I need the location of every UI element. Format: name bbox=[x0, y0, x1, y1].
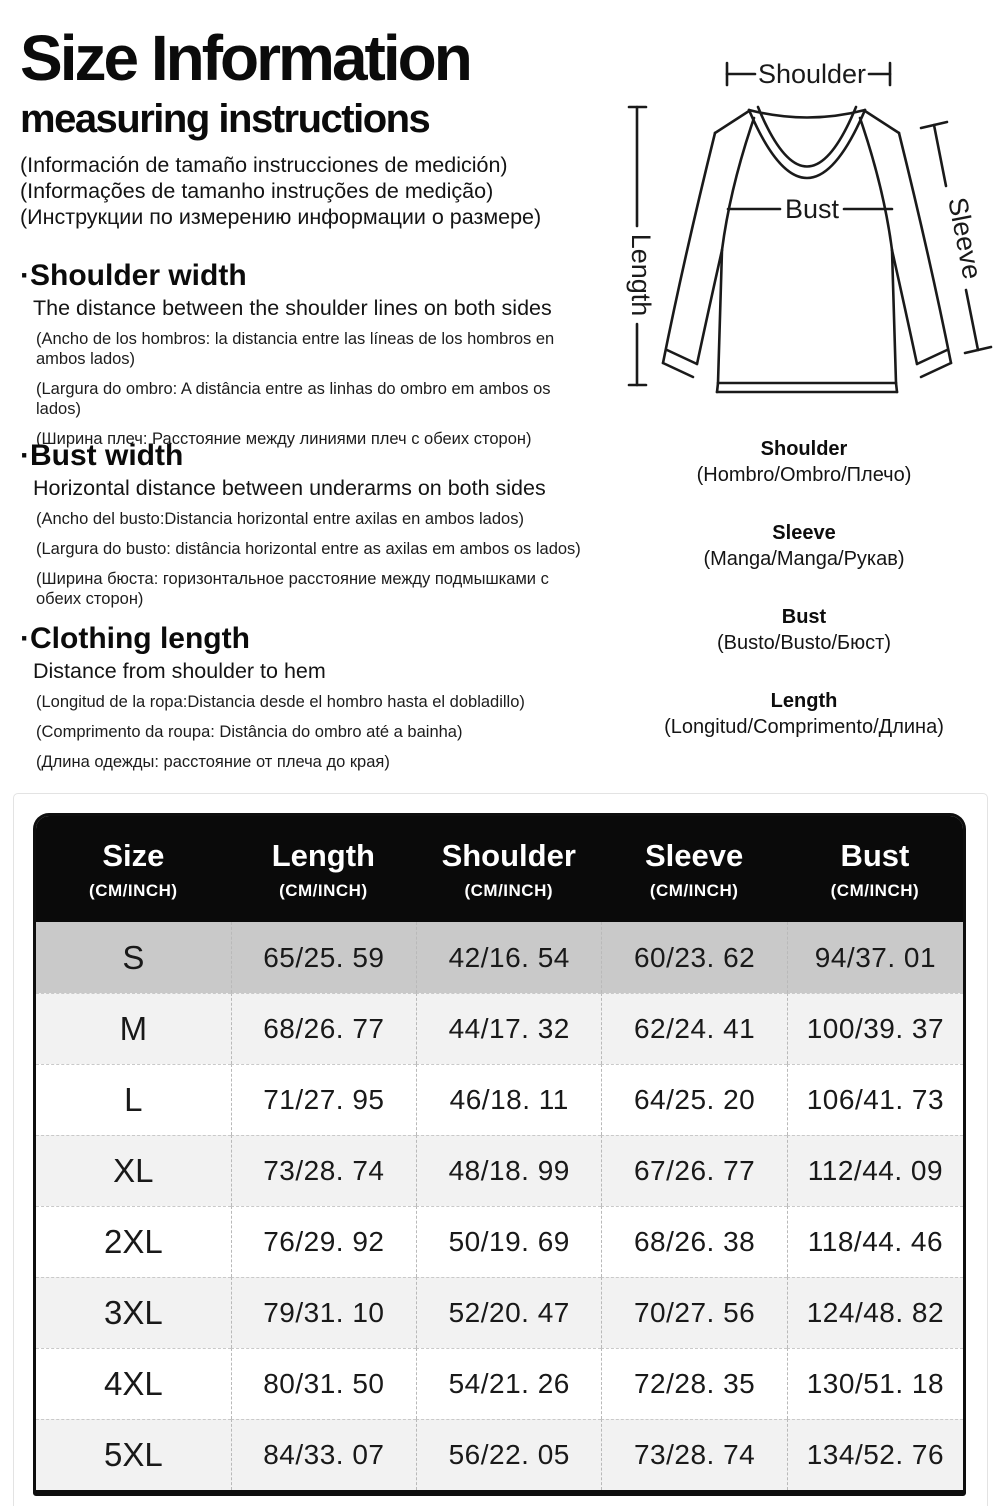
cell-size: 4XL bbox=[36, 1348, 231, 1419]
table-row-3xl bbox=[36, 1277, 963, 1348]
cell-length: 79/31. 10 bbox=[231, 1277, 416, 1348]
cell-shoulder: 52/20. 47 bbox=[416, 1277, 601, 1348]
section-clothing-length bbox=[20, 621, 640, 782]
legend-name: Length bbox=[770, 690, 838, 712]
cell-size: 3XL bbox=[36, 1277, 231, 1348]
section-shoulder-width-description: The distance between the shoulder lines on both sides bbox=[33, 296, 552, 320]
col-label: Length bbox=[271, 837, 375, 873]
size-table-container bbox=[13, 793, 988, 1506]
col-unit: (CM/INCH) bbox=[89, 880, 178, 900]
section-title-text: Clothing length bbox=[30, 622, 250, 655]
cell-shoulder: 50/19. 69 bbox=[416, 1206, 601, 1277]
diagram-bust-label: Bust bbox=[784, 194, 840, 224]
col-label: Bust bbox=[840, 837, 910, 873]
cell-size: XL bbox=[36, 1135, 231, 1206]
legend-shoulder bbox=[608, 437, 1000, 488]
cell-length: 76/29. 92 bbox=[231, 1206, 416, 1277]
tshirt-measure-diagram bbox=[608, 28, 1000, 430]
note-ru: (Ширина плеч: Расстояние между линиями плеч с обеих сторон) bbox=[36, 430, 532, 448]
section-bust-width-title bbox=[20, 438, 640, 474]
section-shoulder-width-title bbox=[20, 258, 640, 294]
table-row-l bbox=[36, 1064, 963, 1135]
table-row-xl bbox=[36, 1135, 963, 1206]
cell-bust: 134/52. 76 bbox=[787, 1419, 963, 1490]
cell-bust: 106/41. 73 bbox=[787, 1064, 963, 1135]
note-ru: (Ширина бюста: горизонтальное расстояние между подмышками с обеих сторон) bbox=[36, 570, 549, 608]
note-es: (Ancho del busto:Distancia horizontal entre axilas en ambos lados) bbox=[36, 510, 524, 528]
table-row-5xl bbox=[36, 1419, 963, 1490]
size-table-header bbox=[36, 816, 963, 922]
legend-translation: (Longitud/Comprimento/Длина) bbox=[664, 716, 944, 738]
note-es: (Ancho de los hombros: la distancia entre las líneas de los hombros en ambos lados) bbox=[36, 330, 555, 368]
section-bust-width-description: Horizontal distance between underarms on both sides bbox=[33, 476, 546, 500]
size-table bbox=[36, 816, 963, 1490]
note-pt: (Comprimento da roupa: Distância do ombro até a bainha) bbox=[36, 723, 463, 741]
col-label: Sleeve bbox=[645, 837, 744, 873]
table-row-s bbox=[36, 922, 963, 993]
section-clothing-length-title bbox=[20, 621, 640, 657]
intro-translation-ru: (Инструкции по измерению информации о размере) bbox=[20, 205, 542, 229]
section-shoulder-width bbox=[20, 258, 640, 459]
cell-shoulder: 48/18. 99 bbox=[416, 1135, 601, 1206]
section-clothing-length-description: Distance from shoulder to hem bbox=[33, 659, 326, 683]
note-pt: (Largura do ombro: A distância entre as linhas do ombro em ambos os lados) bbox=[36, 380, 551, 418]
col-header-shoulder bbox=[416, 816, 601, 922]
cell-shoulder: 44/17. 32 bbox=[416, 993, 601, 1064]
legend-name: Sleeve bbox=[772, 522, 836, 544]
section-clothing-length-notes bbox=[36, 692, 640, 772]
note-ru: (Длина одежды: расстояние от плеча до края) bbox=[36, 753, 390, 771]
cell-length: 84/33. 07 bbox=[231, 1419, 416, 1490]
legend-translation: (Hombro/Ombro/Плечо) bbox=[696, 464, 912, 486]
cell-length: 68/26. 77 bbox=[231, 993, 416, 1064]
legend-name: Bust bbox=[781, 606, 827, 628]
size-table-frame bbox=[33, 813, 966, 1496]
tshirt-outline bbox=[663, 107, 951, 392]
cell-sleeve: 60/23. 62 bbox=[601, 922, 786, 993]
section-bust-width bbox=[20, 438, 640, 619]
cell-size: S bbox=[36, 922, 231, 993]
intro-translations bbox=[20, 152, 640, 230]
header-row bbox=[36, 816, 963, 922]
col-unit: (CM/INCH) bbox=[279, 880, 368, 900]
bullet-dot: · bbox=[20, 259, 30, 292]
measurement-legend bbox=[608, 437, 1000, 773]
cell-sleeve: 68/26. 38 bbox=[601, 1206, 786, 1277]
cell-length: 65/25. 59 bbox=[231, 922, 416, 993]
section-title-text: Shoulder width bbox=[30, 259, 247, 292]
col-unit: (CM/INCH) bbox=[830, 880, 920, 900]
cell-sleeve: 64/25. 20 bbox=[601, 1064, 786, 1135]
bullet-dot: · bbox=[20, 439, 30, 472]
cell-size: M bbox=[36, 993, 231, 1064]
col-unit: (CM/INCH) bbox=[464, 880, 554, 900]
cell-bust: 130/51. 18 bbox=[787, 1348, 963, 1419]
intro-block bbox=[20, 22, 640, 230]
cell-length: 71/27. 95 bbox=[231, 1064, 416, 1135]
diagram-length-label: Length bbox=[626, 233, 656, 317]
cell-bust: 124/48. 82 bbox=[787, 1277, 963, 1348]
section-title-text: Bust width bbox=[30, 439, 184, 472]
legend-name: Shoulder bbox=[760, 438, 848, 460]
col-header-size bbox=[36, 816, 231, 922]
legend-sleeve bbox=[608, 521, 1000, 572]
col-unit: (CM/INCH) bbox=[649, 880, 739, 900]
diagram-shoulder-label: Shoulder bbox=[757, 59, 867, 89]
cell-size: 2XL bbox=[36, 1206, 231, 1277]
col-header-length bbox=[231, 816, 416, 922]
table-row-2xl bbox=[36, 1206, 963, 1277]
cell-length: 80/31. 50 bbox=[231, 1348, 416, 1419]
cell-shoulder: 42/16. 54 bbox=[416, 922, 601, 993]
table-row-m bbox=[36, 993, 963, 1064]
cell-size: L bbox=[36, 1064, 231, 1135]
page-subtitle: measuring instructions bbox=[20, 97, 430, 141]
cell-sleeve: 62/24. 41 bbox=[601, 993, 786, 1064]
cell-sleeve: 72/28. 35 bbox=[601, 1348, 786, 1419]
cell-length: 73/28. 74 bbox=[231, 1135, 416, 1206]
cell-size: 5XL bbox=[36, 1419, 231, 1490]
legend-length bbox=[608, 689, 1000, 740]
cell-sleeve: 67/26. 77 bbox=[601, 1135, 786, 1206]
cell-shoulder: 54/21. 26 bbox=[416, 1348, 601, 1419]
diagram-sleeve-label: Sleeve bbox=[942, 194, 988, 282]
legend-translation: (Busto/Busto/Бюст) bbox=[716, 632, 891, 654]
cell-bust: 94/37. 01 bbox=[787, 922, 963, 993]
legend-bust bbox=[608, 605, 1000, 656]
cell-bust: 118/44. 46 bbox=[787, 1206, 963, 1277]
bullet-dot: · bbox=[20, 622, 30, 655]
intro-translation-pt: (Informações de tamanho instruções de medição) bbox=[20, 179, 494, 203]
intro-translation-es: (Información de tamaño instrucciones de medición) bbox=[20, 153, 508, 177]
cell-shoulder: 46/18. 11 bbox=[416, 1064, 601, 1135]
table-row-4xl bbox=[36, 1348, 963, 1419]
cell-sleeve: 73/28. 74 bbox=[601, 1419, 786, 1490]
section-bust-width-notes bbox=[36, 509, 640, 609]
cell-sleeve: 70/27. 56 bbox=[601, 1277, 786, 1348]
cell-bust: 112/44. 09 bbox=[787, 1135, 963, 1206]
cell-bust: 100/39. 37 bbox=[787, 993, 963, 1064]
col-header-bust bbox=[787, 816, 963, 922]
tshirt-diagram-svg bbox=[608, 28, 1000, 430]
page-title: Size Information bbox=[20, 22, 470, 94]
size-table-body bbox=[36, 922, 963, 1490]
legend-translation: (Manga/Manga/Рукав) bbox=[703, 548, 905, 570]
note-pt: (Largura do busto: distância horizontal entre as axilas em ambos os lados) bbox=[36, 540, 581, 558]
cell-shoulder: 56/22. 05 bbox=[416, 1419, 601, 1490]
col-header-sleeve bbox=[601, 816, 786, 922]
section-shoulder-width-notes bbox=[36, 329, 640, 449]
col-label: Shoulder bbox=[441, 837, 576, 873]
note-es: (Longitud de la ropa:Distancia desde el hombro hasta el dobladillo) bbox=[36, 693, 525, 711]
col-label: Size bbox=[102, 837, 165, 873]
